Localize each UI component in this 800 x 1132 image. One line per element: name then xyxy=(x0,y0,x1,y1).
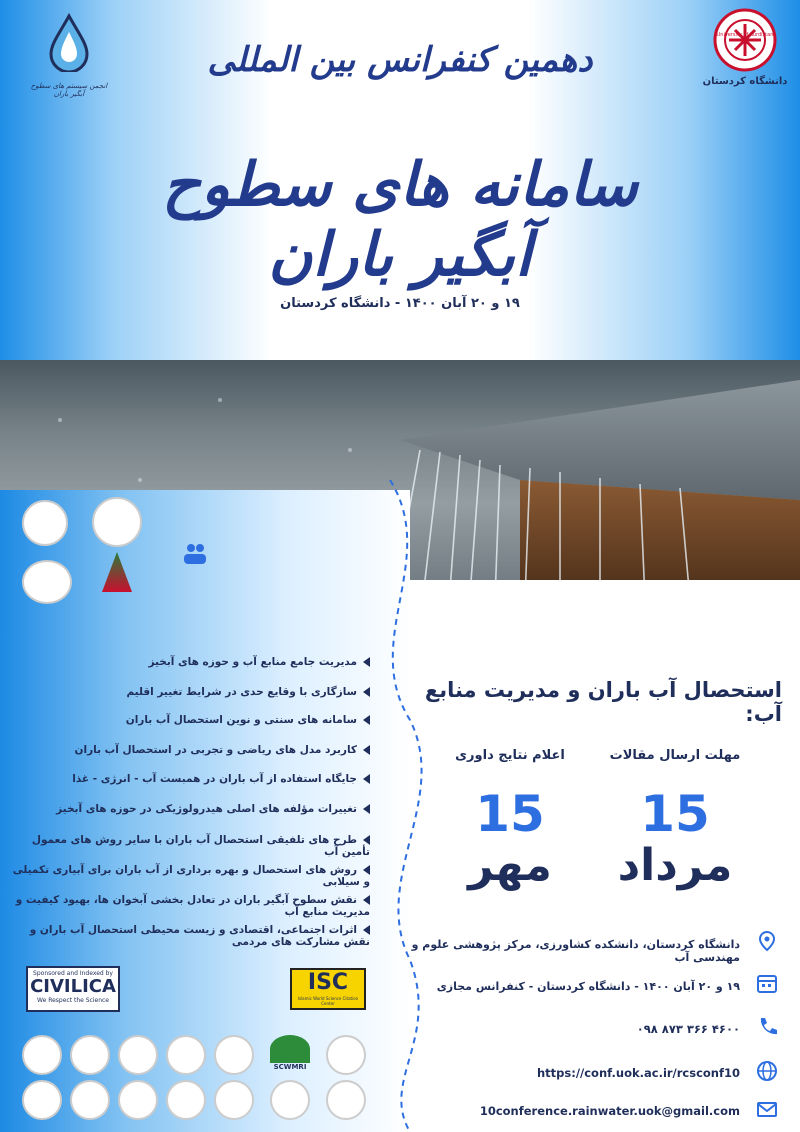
civilica-top-text: Sponsored and Indexed by xyxy=(33,970,113,977)
contact-website[interactable]: https://conf.uok.ac.ir/rcsconf10 xyxy=(536,1066,740,1080)
conference-pre-title: دهمین کنفرانس بین المللی xyxy=(207,40,593,80)
topic-item: نقش سطوح آبگیر باران در تعادل بخشی آبخوان ها، بهبود کیفیت و مدیریت منابع آب xyxy=(15,894,370,918)
partner-logo-16 xyxy=(270,1080,310,1120)
contact-address: دانشگاه کردستان، دانشکده کشاورزی، مرکز پژوهشی علوم و مهندسی آب xyxy=(411,938,740,964)
section-title: استحصال آب باران و مدیریت منابع آب: xyxy=(424,678,782,726)
partner-logo-7 xyxy=(118,1035,158,1075)
partner-logo-6 xyxy=(70,1035,110,1075)
partner-logo-11 xyxy=(22,1080,62,1120)
partner-logo-14 xyxy=(166,1080,206,1120)
isc-tag: Islamic World Science Citation Center xyxy=(297,996,359,1006)
partner-logo-12 xyxy=(70,1080,110,1120)
partner-logo-3 xyxy=(22,560,72,604)
topic-item: اثرات اجتماعی، اقتصادی و زیست محیطی استحصال آب باران و نقش مشارکت های مردمی xyxy=(29,924,370,948)
deadline-day: 15 xyxy=(640,785,710,843)
calendar-icon xyxy=(756,972,778,994)
civilica-logo xyxy=(26,966,120,1012)
phone-icon xyxy=(756,1015,778,1037)
deadline-month: مهر xyxy=(468,840,552,891)
partner-logo-8 xyxy=(166,1035,206,1075)
conference-main-title: سامانه های سطوح آبگیر باران xyxy=(162,150,638,290)
deadline-label: مهلت ارسال مقالات xyxy=(609,748,741,763)
civilica-name: CIVILICA xyxy=(30,976,116,997)
isc-logo xyxy=(290,968,366,1010)
contact-email[interactable]: 10conference.rainwater.uok@gmail.com xyxy=(479,1104,740,1118)
civilica-tag: We Respect the Science xyxy=(37,997,109,1004)
partner-logo-2 xyxy=(92,497,142,547)
partner-logo-5 xyxy=(22,1035,62,1075)
association-logo xyxy=(24,12,114,102)
scwmri-logo-mark xyxy=(270,1035,310,1063)
contact-phone[interactable]: ۰۹۸ ۸۷۳ ۳۶۶ ۴۶۰۰ xyxy=(636,1022,740,1036)
university-seal-icon xyxy=(713,8,777,72)
users-icon xyxy=(182,540,208,566)
contact-event: ۱۹ و ۲۰ آبان ۱۴۰۰ - دانشگاه کردستان - کنفرانس مجازی xyxy=(436,980,740,993)
university-logo-text: دانشگاه کردستان xyxy=(702,76,788,87)
deadline-day: 15 xyxy=(475,785,545,843)
partner-logo-9 xyxy=(214,1035,254,1075)
deadline-month: مرداد xyxy=(617,840,733,891)
topic-item: سامانه های سنتی و نوین استحصال آب باران xyxy=(10,714,370,726)
topic-item: روش های استحصال و بهره برداری از آب باران برای آبیاری تکمیلی و سیلابی xyxy=(12,864,370,888)
isc-name: ISC xyxy=(307,970,349,995)
topic-item: جایگاه استفاده از آب باران در همبست آب - انرژی - غذا xyxy=(10,773,370,785)
association-logo-text: انجمن سیستم های سطوح آبگیر باران xyxy=(30,82,108,98)
university-seal-text: University of Kurdistan xyxy=(716,32,774,38)
topic-item: مدیریت جامع منابع آب و حوزه های آبخیز xyxy=(10,656,370,668)
partner-logo-10 xyxy=(326,1035,366,1075)
conference-date-location: ۱۹ و ۲۰ آبان ۱۴۰۰ - دانشگاه کردستان xyxy=(280,296,520,311)
topic-item: سازگاری با وقایع حدی در شرایط تغییر اقلیم xyxy=(10,686,370,698)
partner-logo-17 xyxy=(326,1080,366,1120)
partner-logo-1 xyxy=(22,500,68,546)
topic-item: کاربرد مدل های ریاضی و تجربی در استحصال آب باران xyxy=(10,744,370,756)
partner-logo-15 xyxy=(214,1080,254,1120)
scwmri-text: SCWMRI xyxy=(273,1063,307,1071)
email-icon xyxy=(756,1098,778,1120)
globe-icon xyxy=(756,1060,778,1082)
water-drop-icon xyxy=(24,12,114,72)
university-logo xyxy=(700,8,790,88)
topic-item: تغییرات مؤلفه های اصلی هیدرولوژیکی در حوزه های آبخیز xyxy=(10,803,370,815)
scwmri-logo xyxy=(262,1035,318,1075)
deadline-label: اعلام نتایج داوری xyxy=(455,748,565,763)
location-pin-icon xyxy=(756,930,778,952)
topic-item: طرح های تلفیقی استحصال آب باران با سایر روش های معمول تأمین آب xyxy=(31,834,370,858)
partner-logo-13 xyxy=(118,1080,158,1120)
